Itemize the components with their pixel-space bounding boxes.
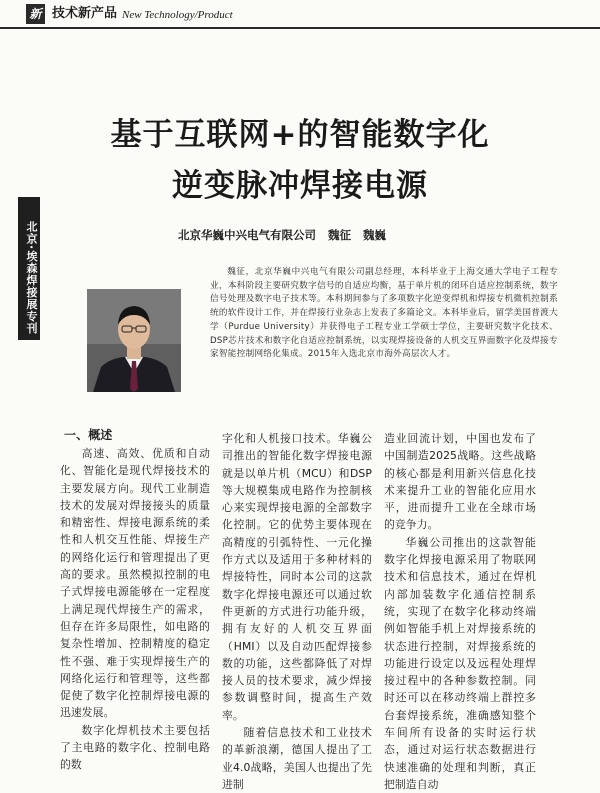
article-title-line2: 逆变脉冲焊接电源 — [172, 168, 428, 204]
article-title-line1: 基于互联网+的智能数字化 — [110, 117, 490, 153]
body-column-3 — [384, 430, 536, 793]
author-name-1: 魏征 — [328, 228, 352, 242]
page-header — [0, 0, 600, 28]
side-tab-label: 北京·埃森焊接展专刊 — [25, 221, 38, 335]
paragraph: 高速、高效、优质和自动化、智能化是现代焊接技术的主要发展方向。现代工业制造技术的发展对焊接接头的质量和精密性、焊接电源系统的柔性和人机交互性能、焊接生产的网络化运行和管理提出了更高的要求。虽然模拟控制的电子式焊接电源能够在一定程度上满足现代焊接生产的需求，但存在许多局限性，如电路的复杂性增加、控制精度的稳定性不强、难于实现焊接生产的网络化运行和管理等，这些都促使了数字化控制焊接电源的迅速发展。 — [60, 447, 210, 720]
paragraph: 随着信息技术和工业技术的革新浪潮，德国人提出了工业4.0战略，美国人也提出了先进制 — [222, 726, 372, 791]
paragraph: 造业回流计划，中国也发布了中国制造2025战略。这些战略的核心都是利用新兴信息化技术来提升工业的智能化应用水平，进而提升工业在全球市场的竞争力。 — [384, 432, 536, 532]
paragraph: 字化和人机接口技术。华巍公司推出的智能化数字焊接电源就是以单片机（MCU）和DSP等大规模集成电路作为控制核心来实现焊接电源的全部数字化控制。它的优势主要体现在高精度的引弧特性、一元化操作方式以及适用于多种材料的焊接特性，同时本公司的这款数字化焊接电源还可以通过软件更新的方式进行功能升级，拥有友好的人机交互界面（HMI）以及自动匹配焊接参数的功能，这些都降低了对焊接人员的技术要求，减少焊接参数调整时间，提高生产效率。 — [222, 432, 372, 722]
paragraph: 数字化焊机技术主要包括了主电路的数字化、控制电路的数 — [60, 723, 210, 772]
body-column-1 — [60, 427, 210, 774]
section-mark: 新 — [26, 4, 45, 24]
section-heading: 一、概述 — [64, 428, 113, 442]
author-name-2: 魏巍 — [363, 228, 387, 242]
section-title: 技术新产品 — [52, 6, 118, 21]
section-subtitle: New Technology/Product — [122, 9, 233, 21]
company-name: 北京华巍中兴电气有限公司 — [178, 228, 316, 242]
byline — [178, 227, 386, 243]
author-bio: 魏征，北京华巍中兴电气有限公司副总经理，本科毕业于上海交通大学电子工程专业，本科阶段主要研究数字信号的自适应均衡，基于单片机的闭环自适应控制系统，数字信号处理及数字电子技术等。本科期间参与了多项数字化逆变焊机和焊接专机微机控制系统的软件设计工作，并在焊接行业杂志上发表了多篇论文。本科毕业后，留学美国普渡大学（Purdue University）并获得电子工程专业工学硕士学位，主要研究数字化技术、DSP芯片技术和数字化自适应控制系统，以实现焊接设备的人机交互界面数字化及焊接专家智能控制网络化集成。2015年入选北京市海外高层次人才。 — [210, 267, 558, 360]
side-tab — [18, 197, 40, 340]
header-rule — [0, 27, 600, 29]
paragraph: 华巍公司推出的这款智能数字化焊接电源采用了物联网技术和信息技术，通过在焊机内部加装数字化通信控制系统，实现了在数字化移动终端例如智能手机上对焊接系统的状态进行控制，对焊接系统的功能进行设定以及远程处理焊接过程中的各种参数控制。同时还可以在移动终端上群控多台套焊接系统，准确感知整个车间所有设备的实时运行状态，通过对运行状态数据进行快速准确的处理和判断，真正把制造自动 — [384, 535, 536, 791]
author-photo — [87, 289, 181, 392]
body-column-2 — [222, 430, 372, 793]
portrait-image — [87, 289, 181, 392]
